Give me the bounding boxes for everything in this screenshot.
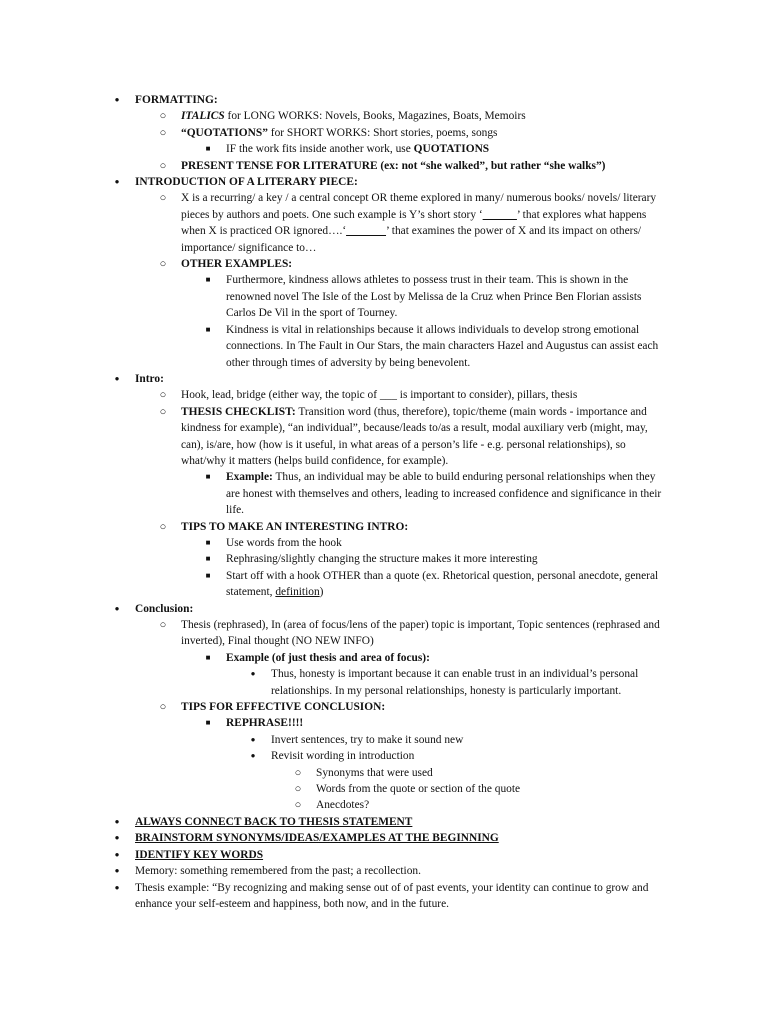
text-segment: Words from the quote or section of the quote (316, 783, 521, 796)
text-segment: OTHER EXAMPLES: (181, 258, 293, 271)
list-item-text (226, 568, 666, 601)
bullet-square-icon (201, 272, 215, 288)
bullet-square-icon (201, 650, 215, 666)
list-item (0, 108, 768, 124)
list-item-text (181, 617, 669, 650)
list-item (0, 404, 768, 470)
heading-formatting (0, 92, 768, 108)
list-item (0, 666, 768, 699)
bullet-circle-icon (291, 765, 305, 781)
list-item-text (226, 551, 666, 567)
text-segment: definition (275, 586, 320, 599)
list-item-text (226, 535, 666, 551)
text-segment: FORMATTING: (135, 94, 218, 106)
heading-introduction (0, 174, 768, 190)
list-item (0, 125, 768, 141)
bullet-dot-icon (110, 830, 124, 846)
text-segment: Synonyms that were used (316, 766, 433, 779)
list-item (0, 469, 768, 518)
text-segment: Intro: (135, 372, 164, 385)
list-item (0, 535, 768, 551)
bullet-dot-icon (246, 666, 260, 682)
list-item-text (226, 141, 666, 157)
bullet-circle-icon (156, 387, 170, 403)
list-item-text (316, 797, 676, 813)
text-segment: Conclusion: (135, 602, 194, 615)
text-segment: IDENTIFY KEY WORDS (135, 848, 264, 861)
bullet-square-icon (201, 568, 215, 584)
text-segment: ’ that explores what happens when X is practiced OR ignored….‘ (181, 208, 647, 238)
bullet-square-icon (201, 141, 215, 157)
list-item-text (181, 158, 669, 174)
bullet-circle-icon (156, 519, 170, 535)
list-item-text (316, 781, 676, 797)
text-segment: Use words from the hook (226, 536, 342, 549)
text-segment: Hook, lead, bridge (either way, the topic of ___ is important to consider), pillars, thesis (181, 389, 578, 402)
list-item-text (181, 699, 669, 715)
text-segment: X is a recurring/ a key / a central concept OR theme explored in many/ numerous books/ novels/ literary pieces by authors and poets. One such example is Y’s short story ‘ (181, 192, 657, 221)
text-segment: ITALICS (181, 110, 225, 123)
list-item (0, 765, 768, 781)
bullet-circle-icon (291, 797, 305, 813)
text-segment: Thus, an individual may be able to build enduring personal relationships when they are honest with themselves and others, leading to increased confidence and significance in their life. (226, 471, 662, 517)
list-item-text (135, 92, 680, 108)
list-item-text (135, 174, 680, 190)
bullet-square-icon (201, 469, 215, 485)
bullet-dot-icon (110, 880, 124, 896)
bullet-circle-icon (156, 158, 170, 174)
list-item (0, 748, 768, 764)
list-item-text (135, 371, 680, 387)
text-segment: for SHORT WORKS: Short stories, poems, songs (267, 126, 498, 139)
bullet-dot-icon (110, 847, 124, 863)
list-item (0, 551, 768, 567)
bullet-dot-icon (110, 814, 124, 830)
list-item (0, 830, 768, 846)
list-item-text (135, 830, 680, 846)
list-item-text (181, 108, 669, 124)
text-segment: Furthermore, kindness allows athletes to possess trust in their team. This is shown in the renowned novel The Isle of the Lost by Melissa de la Cruz when Prince Ben Florian assists Carlos De Vil in the sport of Tourney. (226, 274, 642, 320)
heading-conclusion (0, 601, 768, 617)
text-segment: Invert sentences, try to make it sound new (271, 733, 464, 746)
text-segment: _______ (346, 225, 386, 238)
text-segment: Example (of just thesis and area of focus): (226, 651, 430, 664)
text-segment: REPHRASE!!!! (226, 717, 304, 730)
list-item (0, 715, 768, 731)
list-item-text (226, 715, 666, 731)
text-segment: “QUOTATIONS” (181, 126, 268, 139)
list-item-text (181, 519, 669, 535)
list-item (0, 650, 768, 666)
list-item (0, 863, 768, 879)
list-item-text (181, 387, 669, 403)
list-item-text (135, 880, 680, 913)
bullet-dot-icon (246, 748, 260, 764)
heading-intro (0, 371, 768, 387)
bullet-circle-icon (291, 781, 305, 797)
text-segment: ’ that examines the power of X and its impact on others/ importance/ significance to… (181, 225, 642, 254)
list-item-text (181, 256, 669, 272)
text-segment: Thus, honesty is important because it can enable trust in an individual’s personal relationships. In my personal relationships, honesty is particularly important. (271, 668, 639, 697)
text-segment: Kindness is vital in relationships because it allows individuals to develop strong emotional connections. In The Fault in Our Stars, the main characters Hazel and Augustus can assist each other through times of adversity by being benevolent. (226, 323, 659, 369)
bullet-circle-icon (156, 404, 170, 420)
text-segment: Rephrasing/slightly changing the structure makes it more interesting (226, 553, 538, 566)
list-item (0, 190, 768, 256)
text-segment: Memory: something remembered from the past; a recollection. (135, 865, 421, 878)
bullet-circle-icon (156, 190, 170, 206)
text-segment: QUOTATIONS (413, 143, 490, 156)
list-item-text (135, 601, 680, 617)
bullet-circle-icon (156, 108, 170, 124)
text-segment: INTRODUCTION OF A LITERARY PIECE: (135, 176, 358, 189)
list-item-text (226, 650, 666, 666)
list-item (0, 880, 768, 913)
bullet-square-icon (201, 551, 215, 567)
list-item (0, 847, 768, 863)
list-item-text (181, 125, 669, 141)
list-item (0, 568, 768, 601)
bullet-circle-icon (156, 125, 170, 141)
text-segment: PRESENT TENSE FOR LITERATURE (ex: not “she walked”, but rather “she walks”) (181, 159, 606, 172)
list-item-text (226, 469, 666, 518)
list-item (0, 814, 768, 830)
list-item-text (226, 272, 666, 321)
list-item-text (181, 404, 669, 470)
list-item-text (271, 732, 666, 748)
text-segment: TIPS FOR EFFECTIVE CONCLUSION: (181, 701, 386, 714)
bullet-dot-icon (246, 732, 260, 748)
text-segment: ALWAYS CONNECT BACK TO THESIS STATEMENT (135, 815, 413, 828)
list-item-text (316, 765, 676, 781)
bullet-circle-icon (156, 256, 170, 272)
list-item-text (135, 847, 680, 863)
list-item (0, 387, 768, 403)
list-item-text (226, 322, 666, 371)
list-item (0, 797, 768, 813)
text-segment: ______ (482, 208, 517, 221)
bullet-dot-icon (110, 92, 124, 108)
text-segment: Example: (226, 471, 273, 484)
text-segment: Transition word (thus, therefore), topic/theme (main words - importance and kindness for example), “an individual”, because/leads to/as a result, modal auxiliary verb (might, may, can), is/are, how (how is it useful, in what areas of a person’s life - e.g. personal relationships), so what/why it matters (helps build confidence, for example). (181, 405, 648, 467)
bullet-circle-icon (156, 617, 170, 633)
list-item (0, 732, 768, 748)
text-segment: Anecdotes? (316, 799, 370, 812)
list-item (0, 256, 768, 272)
text-segment: Revisit wording in introduction (271, 750, 415, 763)
list-item (0, 519, 768, 535)
list-item-text (271, 666, 666, 699)
text-segment: TIPS TO MAKE AN INTERESTING INTRO: (181, 520, 409, 533)
list-item (0, 617, 768, 650)
text-segment: for LONG WORKS: Novels, Books, Magazines, Boats, Memoirs (224, 110, 526, 123)
list-item (0, 699, 768, 715)
text-segment: IF the work fits inside another work, use (226, 143, 414, 156)
list-item (0, 322, 768, 371)
list-item-text (181, 190, 669, 256)
bullet-dot-icon (110, 371, 124, 387)
bullet-square-icon (201, 535, 215, 551)
text-segment: Thesis example: “By recognizing and making sense out of of past events, your identity can continue to grow and enhance your self-esteem and happiness, both now, and in the future. (135, 881, 649, 910)
bullet-circle-icon (156, 699, 170, 715)
bullet-dot-icon (110, 863, 124, 879)
list-item (0, 781, 768, 797)
text-segment: BRAINSTORM SYNONYMS/IDEAS/EXAMPLES AT THE BEGINNING (135, 832, 499, 845)
list-item (0, 141, 768, 157)
list-item (0, 272, 768, 321)
text-segment: THESIS CHECKLIST: (181, 405, 296, 418)
list-item (0, 158, 768, 174)
text-segment: Thesis (rephrased), In (area of focus/lens of the paper) topic is important, Topic sentences (rephrased and inverted), Final thought (NO NEW INFO) (181, 619, 660, 648)
text-segment: ) (319, 586, 324, 599)
bullet-dot-icon (110, 174, 124, 190)
list-item-text (135, 863, 680, 879)
bullet-square-icon (201, 322, 215, 338)
bullet-dot-icon (110, 601, 124, 617)
list-item-text (271, 748, 666, 764)
list-item-text (135, 814, 680, 830)
bullet-square-icon (201, 715, 215, 731)
text-segment: Start off with a hook OTHER than a quote (ex. Rhetorical question, personal anecdote, general statement, (226, 569, 659, 599)
